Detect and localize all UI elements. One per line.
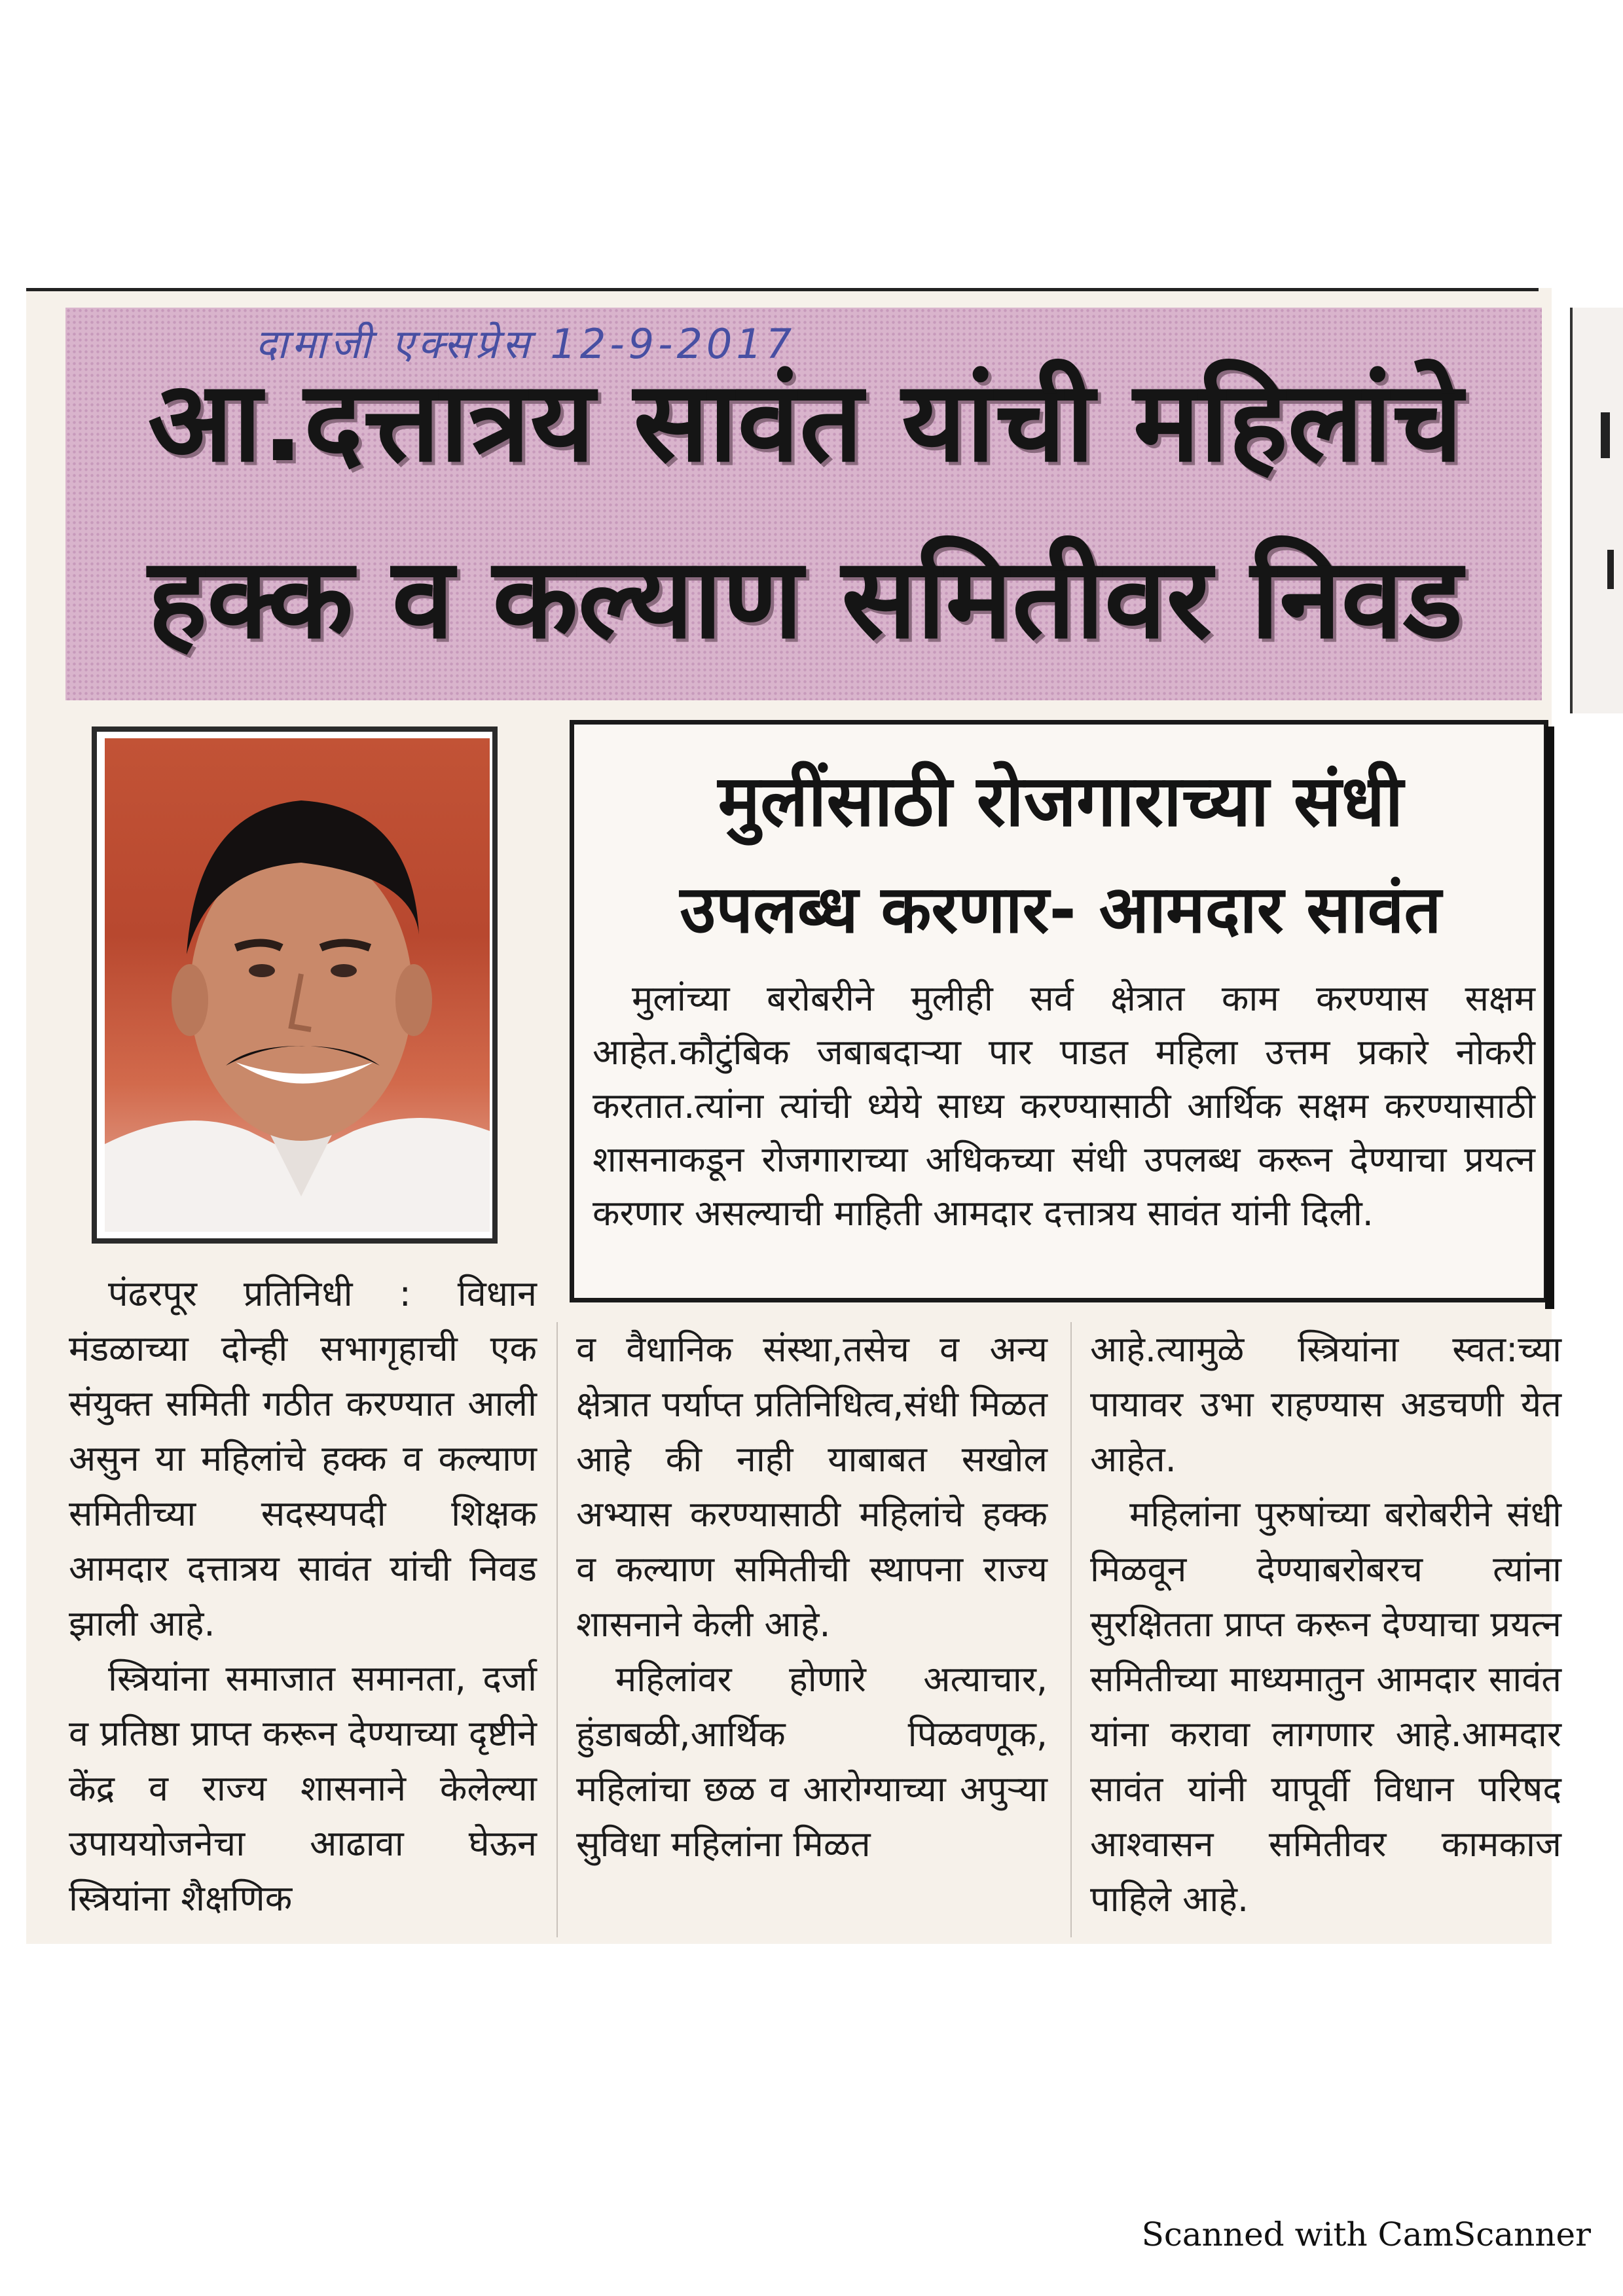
article-paragraph: पंढरपूर प्रतिनिधी : विधान मंडळाच्या दोन्ही सभागृहाची एक संयुक्त समिती गठीत करण्यात आली असुन या महिलांचे हक्क व कल्याण समितीच्या सदस्यपदी शिक्षक आमदार दत्तात्रय सावंत यांची निवड झाली आहे. (69, 1273, 537, 1644)
portrait-photo (105, 738, 490, 1232)
inset-headline-line-1: मुलींसाठी रोजगाराच्या संधी (718, 761, 1404, 842)
portrait-illustration (105, 738, 490, 1232)
article-paragraph: महिलांवर होणारे अत्याचार, हुंडाबळी,आर्थिक पिळवणूक, महिलांचा छळ व आरोग्याच्या अपुऱ्या सुविधा महिलांना मिळत (576, 1659, 1048, 1865)
column-divider (1070, 1322, 1072, 1937)
headline-line-1: आ.दत्तात्रय सावंत यांची महिलांचे (147, 357, 1463, 487)
inset-body-text: मुलांच्या बरोबरीने मुलीही सर्व क्षेत्रात काम करण्यास सक्षम आहेत.कौटुंबिक जबाबदाऱ्या पार पाडत महिला उत्तम प्रकारे नोकरी करतात.त्यांना त्यांची ध्येये साध्य करण्यासाठी आर्थिक सक्षम करण्यासाठी शासनाकडून रोजगाराच्या अधिकच्या संधी उपलब्ध करून देण्याचा प्रयत्न करणार असल्याची माहिती आमदार दत्तात्रय सावंत यांनी दिली. (593, 978, 1535, 1234)
article-paragraph: स्त्रियांना समाजात समानता, दर्जा व प्रतिष्ठा प्राप्त करून देण्याच्या दृष्टीने केंद्र व राज्य शासनाने केलेल्या उपाययोजनेचा आढावा घेऊन स्त्रियांना शैक्षणिक (69, 1658, 537, 1919)
article-paragraph: व वैधानिक संस्था,तसेच व अन्य क्षेत्रात पर्याप्त प्रतिनिधित्व,संधी मिळत आहे की नाही याबाबत सखोल अभ्यास करण्यासाठी महिलांचे हक्क व कल्याण समितीची स्थापना राज्य शासनाने केली आहे. (576, 1329, 1048, 1645)
headline-line-2: हक्क व कल्याण समितीवर निवड (148, 534, 1463, 664)
column-divider (556, 1322, 558, 1937)
clipping-top-edge (26, 288, 1539, 291)
scanner-watermark: Scanned with CamScanner (1141, 2215, 1591, 2253)
adjacent-clipping-mark-2 (1607, 550, 1614, 589)
article-column-3 (1090, 1322, 1561, 1996)
inset-headline-line-2: उपलब्ध करणार- आमदार सावंत (680, 871, 1442, 948)
inset-box-shadow (1545, 726, 1554, 1309)
adjacent-clipping-edge (1570, 308, 1623, 713)
adjacent-clipping-mark (1601, 412, 1610, 458)
article-paragraph: आहे.त्यामुळे स्त्रियांना स्वत:च्या पायावर उभा राहण्यास अडचणी येत आहेत. (1090, 1329, 1561, 1480)
article-paragraph: महिलांना पुरुषांच्या बरोबरीने संधी मिळवून देण्याबरोबरच त्यांना सुरक्षितता प्राप्त करून देण्याचा प्रयत्न समितीच्या माध्यमातुन आमदार सावंत यांना करावा लागणार आहे.आमदार सावंत यांनी यापूर्वी विधान परिषद आश्वासन समितीवर कामकाज पाहिले आहे. (1090, 1494, 1561, 1920)
article-column-2 (576, 1322, 1048, 1996)
article-column-1 (69, 1266, 537, 1941)
handwritten-note: दामाजी एक्सप्रेस 12-9-2017 (255, 320, 796, 368)
